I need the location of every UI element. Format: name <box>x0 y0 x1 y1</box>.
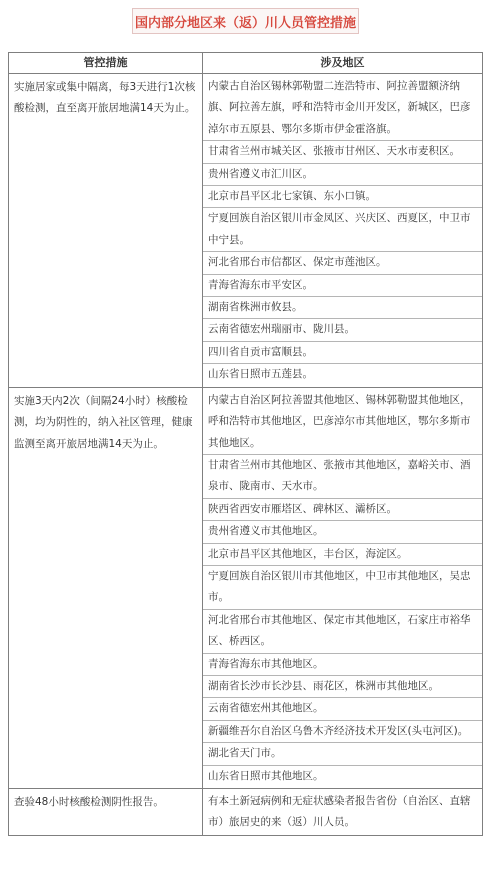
area-item: 北京市昌平区其他地区，丰台区，海淀区。 <box>203 544 482 566</box>
area-item: 云南省德宏州瑞丽市、陇川县。 <box>203 319 482 341</box>
title-area <box>0 0 490 42</box>
area-item: 北京市昌平区北七家镇、东小口镇。 <box>203 186 482 208</box>
measure-cell: 实施居家或集中隔离，每3天进行1次核酸检测，直至离开旅居地满14天为止。 <box>9 74 203 388</box>
area-item: 宁夏回族自治区银川市其他地区，中卫市其他地区，吴忠市。 <box>203 566 482 610</box>
areas-cell <box>203 387 483 788</box>
area-item: 贵州省遵义市其他地区。 <box>203 521 482 543</box>
area-item: 河北省邢台市其他地区、保定市其他地区，石家庄市裕华区、桥西区。 <box>203 610 482 654</box>
area-item: 陕西省西安市雁塔区、碑林区、灞桥区。 <box>203 499 482 521</box>
area-item: 新疆维吾尔自治区乌鲁木齐经济技术开发区(头屯河区)。 <box>203 721 482 743</box>
area-item: 湖北省天门市。 <box>203 743 482 765</box>
area-item: 甘肃省兰州市城关区、张掖市甘州区、天水市麦积区。 <box>203 141 482 163</box>
document-title: 国内部分地区来（返）川人员管控措施 <box>132 8 359 34</box>
areas-cell <box>203 74 483 388</box>
area-item: 宁夏回族自治区银川市金凤区、兴庆区、西夏区，中卫市中宁县。 <box>203 208 482 252</box>
area-item: 山东省日照市其他地区。 <box>208 769 324 782</box>
area-item: 青海省海东市其他地区。 <box>203 654 482 676</box>
table-row <box>9 387 483 788</box>
area-item: 贵州省遵义市汇川区。 <box>203 164 482 186</box>
area-item: 湖南省株洲市攸县。 <box>203 297 482 319</box>
area-item: 山东省日照市五莲县。 <box>208 368 313 381</box>
area-item: 云南省德宏州其他地区。 <box>203 698 482 720</box>
header-areas: 涉及地区 <box>203 53 483 74</box>
area-item: 有本土新冠病例和无症状感染者报告省份（自治区、直辖市）旅居史的来（返）川人员。 <box>208 795 471 829</box>
area-item: 河北省邢台市信都区、保定市莲池区。 <box>203 252 482 274</box>
table-row <box>9 789 483 836</box>
areas-cell <box>203 789 483 836</box>
table-body <box>9 74 483 836</box>
measure-cell: 查验48小时核酸检测阴性报告。 <box>9 789 203 836</box>
control-measures-table <box>8 52 483 836</box>
area-item: 四川省自贡市富顺县。 <box>203 342 482 364</box>
area-item: 湖南省长沙市长沙县、雨花区，株洲市其他地区。 <box>203 676 482 698</box>
table-row <box>9 74 483 388</box>
table-header-row <box>9 53 483 74</box>
area-item: 甘肃省兰州市其他地区、张掖市其他地区，嘉峪关市、酒泉市、陇南市、天水市。 <box>203 455 482 499</box>
area-item: 内蒙古自治区锡林郭勒盟二连浩特市、阿拉善盟额济纳旗、阿拉善左旗，呼和浩特市金川开发区，新城区，巴彦淖尔市五原县、鄂尔多斯市伊金霍洛旗。 <box>203 74 482 141</box>
measure-cell: 实施3天内2次（间隔24小时）核酸检测，均为阴性的，纳入社区管理，健康监测至离开旅居地满14天为止。 <box>9 387 203 788</box>
header-measures: 管控措施 <box>9 53 203 74</box>
area-item: 内蒙古自治区阿拉善盟其他地区、锡林郭勒盟其他地区，呼和浩特市其他地区，巴彦淖尔市其他地区，鄂尔多斯市其他地区。 <box>203 388 482 455</box>
area-item: 青海省海东市平安区。 <box>203 275 482 297</box>
